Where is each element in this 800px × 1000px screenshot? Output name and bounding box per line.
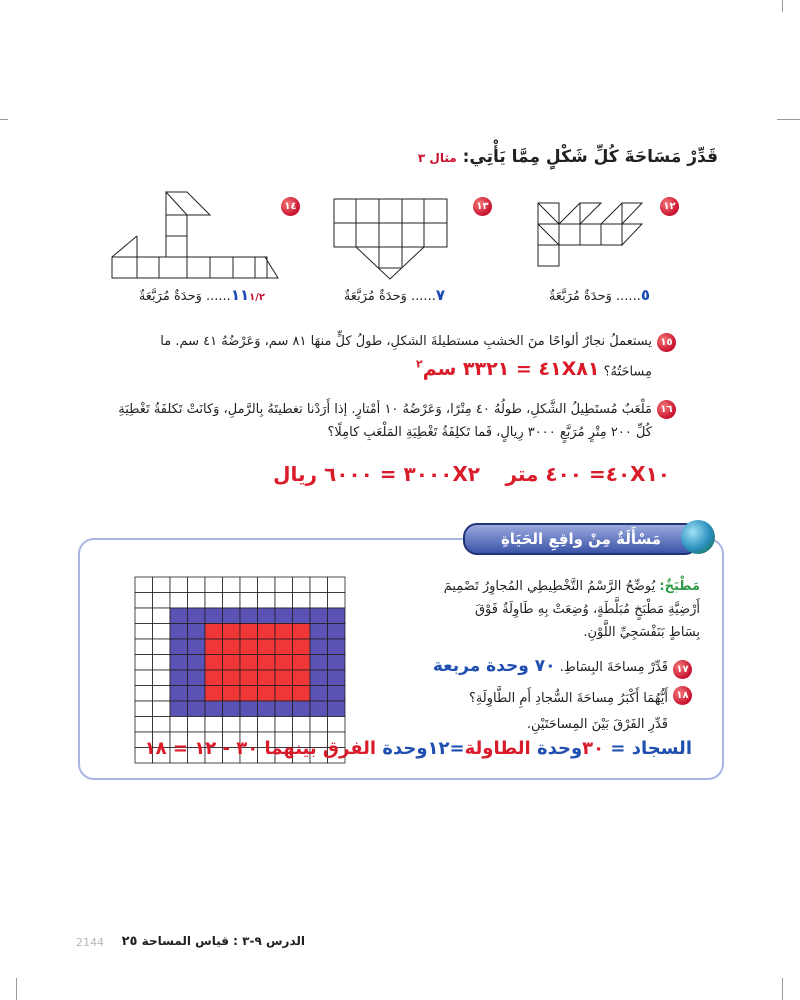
grid-cell — [328, 670, 346, 686]
question-18-number: ١٨ — [673, 686, 692, 705]
grid-cell — [135, 670, 153, 686]
example-reference: مثال ٣ — [417, 151, 457, 165]
grid-cell — [328, 701, 346, 717]
page-number: ٢٥ — [121, 934, 138, 949]
grid-cell — [258, 577, 276, 593]
grid-cell — [170, 717, 188, 733]
kitchen-description — [360, 575, 700, 644]
grid-cell — [135, 624, 153, 640]
grid-cell — [328, 593, 346, 609]
grid-cell — [293, 701, 311, 717]
grid-cell — [310, 655, 328, 671]
shape-number-14: ١٤ — [281, 197, 300, 216]
grid-cell — [188, 686, 206, 702]
grid-cell — [293, 655, 311, 671]
grid-cell — [223, 717, 241, 733]
shape-13-figure — [330, 195, 455, 285]
grid-cell — [153, 639, 171, 655]
question-17-text: قَدِّرْ مِساحَةَ البِسَاطِ. — [559, 660, 668, 675]
problem-16-number: ١٦ — [657, 400, 676, 419]
grid-cell — [188, 670, 206, 686]
grid-cell — [188, 655, 206, 671]
grid-cell — [293, 608, 311, 624]
grid-cell — [153, 701, 171, 717]
grid-cell — [205, 639, 223, 655]
shape-13-answer: ٧ — [435, 286, 445, 304]
grid-cell — [205, 608, 223, 624]
grid-cell — [223, 655, 241, 671]
problem-16-text-line2: كُلِّ ٢٠٠ مِتْرٍ مُرَبَّعٍ ٣٠٠٠ رِيالٍ، فَما تَكلِفَةُ تَغْطِيَةِ المَلْعَبِ كامِلًا؟ — [327, 425, 652, 440]
shape-14-figure — [100, 185, 280, 285]
problem-15-text-line2 — [140, 353, 652, 383]
grid-cell — [310, 701, 328, 717]
answer-carpet-value: ٣٠ — [582, 738, 605, 759]
kitchen-floor-grid — [133, 575, 349, 765]
problem-16-answers — [270, 462, 670, 492]
answer-table-label: الطاولة — [464, 738, 531, 759]
grid-cell — [135, 701, 153, 717]
grid-cell — [153, 593, 171, 609]
grid-cell — [170, 686, 188, 702]
grid-cell — [188, 639, 206, 655]
question-17-number: ١٧ — [673, 660, 692, 679]
grid-cell — [275, 701, 293, 717]
problem-15-answer — [416, 358, 600, 380]
problem-15-answer-exponent: ٢ — [415, 358, 423, 371]
grid-cell — [310, 670, 328, 686]
grid-cell — [205, 655, 223, 671]
globe-icon — [681, 520, 715, 554]
grid-cell — [205, 717, 223, 733]
grid-cell — [275, 608, 293, 624]
question-17 — [360, 656, 668, 676]
footer-title: قياس المساحة — [141, 934, 229, 948]
grid-cell — [170, 655, 188, 671]
real-life-title: مَسْأَلَةٌ مِنْ واقِعِ الحَيَاةِ — [463, 523, 699, 555]
footer-stamp: 2144 — [76, 936, 104, 949]
problem-16-cost-answer: ٣٠٠٠X٢ = ٦٠٠٠ ريال — [273, 462, 480, 486]
problem-16-text-line1: مَلْعَبٌ مُستَطِيلُ الشَّكلِ، طولُهُ ٤٠ مِتْرًا، وَعَرْضُهُ ١٠ أمْتارٍ. إذا أَرَدْنا تغطيتَهُ بِالرَّملِ، وَكانَتْ تَكلفَةُ تَغْطِيَةِ — [118, 402, 652, 417]
problem-15-answer-text: ٤١X٨١ = ٣٣٢١ سم — [422, 358, 600, 381]
grid-cell — [293, 686, 311, 702]
grid-cell — [240, 670, 258, 686]
grid-cell — [153, 686, 171, 702]
grid-cell — [310, 577, 328, 593]
grid-cell — [258, 655, 276, 671]
grid-cell — [223, 608, 241, 624]
grid-cell — [188, 593, 206, 609]
grid-cell — [223, 624, 241, 640]
grid-cell — [135, 577, 153, 593]
grid-cell — [205, 701, 223, 717]
grid-cell — [170, 593, 188, 609]
grid-cell — [135, 608, 153, 624]
grid-cell — [153, 655, 171, 671]
grid-cell — [275, 624, 293, 640]
grid-cell — [258, 639, 276, 655]
grid-cell — [258, 686, 276, 702]
shape-14-answer: ١١ — [230, 286, 250, 304]
answer-carpet-label: السجاد = — [604, 738, 692, 759]
grid-cell — [135, 655, 153, 671]
kitchen-description-line1 — [360, 575, 700, 598]
kitchen-text-1: يُوضِّحُ الرَّسْمُ التَّخْطِيطِي المُجاوِرُ تَصْمِيمَ — [443, 579, 656, 594]
grid-cell — [135, 593, 153, 609]
grid-cell — [153, 670, 171, 686]
grid-cell — [135, 717, 153, 733]
shape-12-unit: ...... وَحدَةٌ مُرَبَّعَةٌ — [548, 289, 641, 304]
question-18-text-line1: أَيُّهُمَا أَكْبَرُ مِساحَةَ السُّجادِ أَمِ الطَّاوِلَةِ؟ — [468, 691, 668, 706]
shape-13-label — [300, 286, 445, 304]
grid-cell — [258, 701, 276, 717]
grid-cell — [258, 717, 276, 733]
grid-cell — [293, 670, 311, 686]
grid-cell — [240, 655, 258, 671]
shape-14-answer-fraction: ١/٢ — [249, 292, 265, 303]
answer-table-value: =١٢وحدة — [376, 738, 465, 759]
grid-cell — [293, 717, 311, 733]
grid-cell — [328, 655, 346, 671]
question-18 — [360, 686, 668, 738]
grid-cell — [293, 639, 311, 655]
grid-cell — [153, 624, 171, 640]
grid-cell — [240, 577, 258, 593]
grid-cell — [188, 577, 206, 593]
grid-cell — [275, 639, 293, 655]
grid-cell — [170, 639, 188, 655]
grid-cell — [310, 639, 328, 655]
grid-cell — [275, 593, 293, 609]
grid-cell — [153, 577, 171, 593]
grid-cell — [275, 655, 293, 671]
grid-cell — [258, 670, 276, 686]
grid-cell — [170, 608, 188, 624]
problem-15-question: مِساحَتُهُ؟ — [603, 364, 652, 380]
grid-cell — [223, 639, 241, 655]
grid-cell — [135, 639, 153, 655]
grid-cell — [310, 608, 328, 624]
shape-12-answer: ٥ — [640, 286, 650, 304]
problem-15-text-line1: يستعملُ نجارٌ ألواحًا منَ الخشبِ مستطيلةَ الشكلِ، طولُ كلٍّ منهَا ٨١ سم، وَعَرْضُهُ ٤١ سم. ما — [160, 334, 652, 349]
shape-13-unit: ...... وَحدَةٌ مُرَبَّعَةٌ — [343, 289, 436, 304]
kitchen-description-line3: بِسَاطٍ بَنَفْسَجِيِّ اللَّوْنِ. — [583, 625, 700, 640]
grid-cell — [275, 577, 293, 593]
grid-cell — [275, 717, 293, 733]
shape-12-label — [505, 286, 650, 304]
grid-cell — [223, 670, 241, 686]
problem-15-number: ١٥ — [657, 333, 676, 352]
footer-lesson: الدرس ٩-٣ : — [233, 934, 305, 948]
grid-cell — [205, 670, 223, 686]
grid-cell — [328, 686, 346, 702]
grid-cell — [170, 577, 188, 593]
grid-cell — [170, 701, 188, 717]
grid-cell — [240, 717, 258, 733]
answer-unit: وحدة — [530, 738, 583, 759]
grid-cell — [223, 593, 241, 609]
grid-cell — [293, 593, 311, 609]
problem-16 — [90, 398, 652, 444]
grid-cell — [328, 608, 346, 624]
shape-14-label — [110, 286, 265, 304]
grid-cell — [310, 624, 328, 640]
grid-cell — [188, 608, 206, 624]
question-18-text-line2: قَدِّرِ الفَرْقَ بَيْنَ المِساحَتَيْنِ. — [526, 717, 668, 732]
shape-number-13: ١٣ — [473, 197, 492, 216]
grid-cell — [275, 686, 293, 702]
question-17-answer: ٧٠ وحدة مربعة — [432, 656, 556, 676]
grid-cell — [188, 717, 206, 733]
grid-cell — [240, 686, 258, 702]
grid-cell — [135, 686, 153, 702]
shape-14-unit: ...... وَحدَةٌ مُرَبَّعَةٌ — [138, 289, 231, 304]
problem-16-area-answer: ٤٠X١٠= ٤٠٠ متر — [505, 462, 670, 486]
grid-cell — [188, 624, 206, 640]
kitchen-description-line2: أَرْضِيَّةِ مَطْبَخٍ مُبَلَّطَةٍ، وُضِعَتْ بِهِ طَاوِلَةٌ فَوْقَ — [474, 602, 700, 617]
grid-cell — [153, 717, 171, 733]
shape-number-12: ١٢ — [660, 197, 679, 216]
answer-difference: الفرق بينهما ٣٠ - ١٢ = ١٨ — [144, 738, 377, 759]
grid-cell — [205, 686, 223, 702]
grid-cell — [310, 593, 328, 609]
grid-cell — [240, 624, 258, 640]
grid-cell — [223, 686, 241, 702]
grid-cell — [170, 624, 188, 640]
grid-cell — [205, 593, 223, 609]
instruction — [300, 147, 718, 167]
grid-cell — [258, 593, 276, 609]
grid-cell — [328, 717, 346, 733]
grid-cell — [205, 577, 223, 593]
grid-cell — [240, 608, 258, 624]
grid-cell — [293, 577, 311, 593]
grid-cell — [170, 670, 188, 686]
grid-cell — [328, 639, 346, 655]
grid-cell — [205, 624, 223, 640]
grid-cell — [328, 624, 346, 640]
problem-15 — [140, 330, 652, 383]
grid-cell — [240, 593, 258, 609]
grid-cell — [240, 701, 258, 717]
grid-cell — [310, 686, 328, 702]
grid-cell — [223, 577, 241, 593]
shape-12-figure — [530, 190, 665, 275]
grid-cell — [223, 701, 241, 717]
kitchen-label: مَطْبَخٌ: — [659, 579, 700, 594]
grid-cell — [258, 608, 276, 624]
grid-cell — [275, 670, 293, 686]
instruction-text: قَدِّرْ مَسَاحَةَ كُلِّ شَكْلٍ مِمَّا يَأْتِي: — [462, 147, 718, 167]
question-18-answer — [140, 738, 692, 759]
grid-cell — [293, 624, 311, 640]
grid-cell — [188, 701, 206, 717]
grid-cell — [240, 639, 258, 655]
grid-cell — [310, 717, 328, 733]
grid-cell — [153, 608, 171, 624]
grid-cell — [258, 624, 276, 640]
grid-cell — [328, 577, 346, 593]
